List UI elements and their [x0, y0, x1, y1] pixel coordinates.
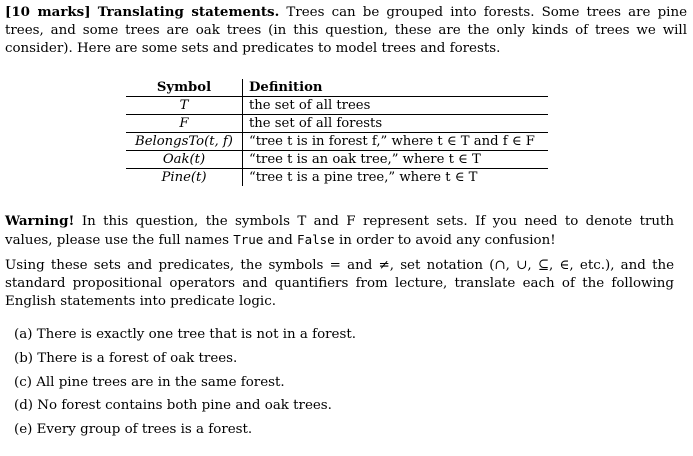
list-item	[14, 350, 654, 374]
item-label: (a)	[14, 327, 33, 342]
table-row	[126, 169, 548, 187]
item-label: (b)	[14, 350, 34, 366]
symbol-cell: BelongsTo(t, f)	[126, 133, 243, 151]
true-keyword: True	[233, 232, 264, 247]
list-item	[14, 397, 654, 421]
instructions-paragraph: Using these sets and predicates, the symbols = and ≠, set notation (∩, ∪, ⊆, ∈, etc.), and the standard propositional operators and quantifiers from lecture, translate each of the following English statements into predicate logic.	[5, 258, 674, 309]
intro-paragraph	[5, 3, 687, 58]
table-row	[126, 151, 548, 169]
definition-cell: “tree t is in forest f,” where t ∈ T and f ∈ F	[243, 133, 549, 151]
item-text: No forest contains both pine and oak trees.	[37, 398, 332, 414]
item-text: There is exactly one tree that is not in a forest.	[36, 327, 356, 342]
symbol-cell: Pine(t)	[126, 169, 243, 187]
table-row	[126, 133, 548, 151]
marks-label: [10 marks]	[5, 4, 91, 20]
item-label: (d)	[14, 398, 34, 414]
item-label: (e)	[14, 422, 33, 438]
item-label: (c)	[14, 374, 32, 390]
question-page	[5, 3, 687, 58]
list-item	[14, 421, 654, 445]
definition-cell: “tree t is a pine tree,” where t ∈ T	[249, 170, 478, 185]
item-text: Every group of trees is a forest.	[36, 422, 253, 438]
statement-list	[14, 326, 654, 445]
question-heading: Translating statements.	[97, 4, 280, 20]
list-item	[14, 374, 654, 398]
item-text: All pine trees are in the same forest.	[36, 374, 285, 390]
symbol-cell: F	[126, 115, 243, 133]
definitions-table	[126, 79, 548, 186]
definition-cell: the set of all forests	[243, 115, 549, 133]
warning-label: Warning!	[5, 213, 75, 229]
definition-cell: “tree t is an oak tree,” where t ∈ T	[243, 151, 549, 169]
symbol-cell: T	[126, 97, 243, 115]
symbol-column-header: Symbol	[126, 79, 243, 97]
warning-text-end: in order to avoid any confusion!	[338, 233, 556, 248]
list-item	[14, 326, 654, 350]
table-row	[126, 97, 548, 115]
definition-cell: the set of all trees	[243, 97, 549, 115]
table-row	[126, 115, 548, 133]
false-keyword: False	[297, 232, 335, 247]
intro-text: Trees can be grouped into forests. Some trees are pine trees, and some trees are oak trees (in this question, these are the only kinds of trees we will consider). Here are some sets and predicates to model trees and forests.	[5, 5, 687, 56]
warning-paragraph	[5, 212, 674, 250]
warning-text: In this question, the symbols T and F represent sets. If you need to denote truth values, please use the full names	[5, 214, 674, 248]
symbol-cell: Oak(t)	[126, 151, 243, 169]
item-text: There is a forest of oak trees.	[37, 350, 238, 366]
and-word: and	[267, 233, 293, 248]
definition-column-header: Definition	[243, 79, 549, 97]
